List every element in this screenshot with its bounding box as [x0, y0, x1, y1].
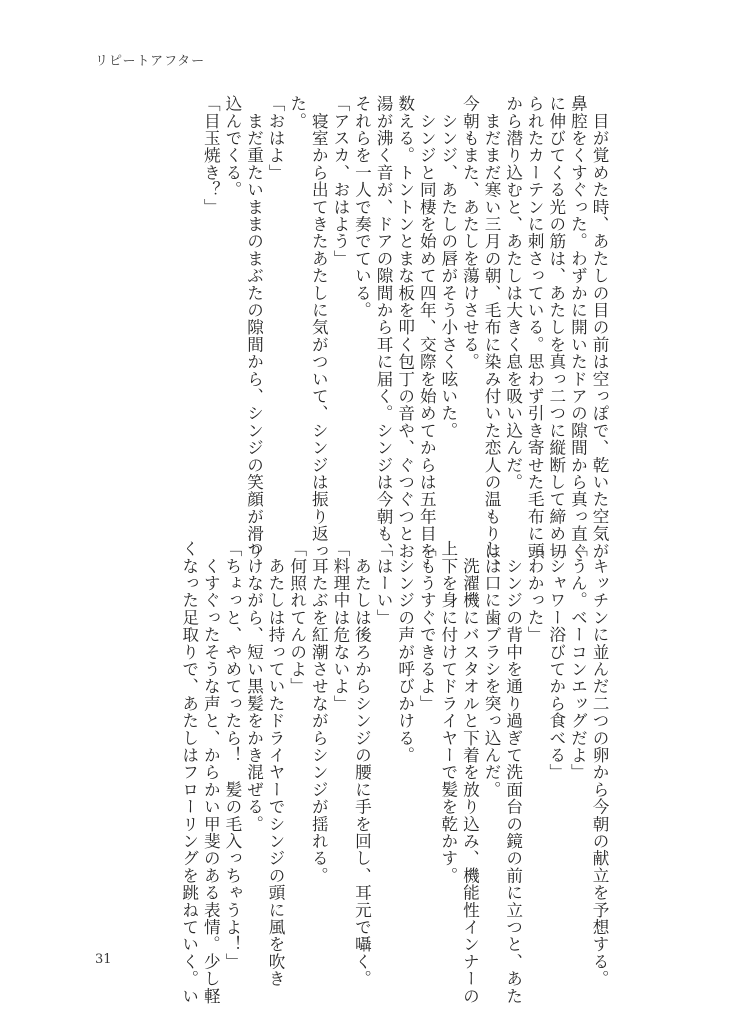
text-line: 数える。トントンとまな板を叩く包丁の音や、ぐつぐつとお: [395, 95, 415, 560]
text-line: シンジの声が呼びかける。: [395, 540, 415, 764]
text-line: つけながら、短い黒髪をかき混ぜる。: [244, 540, 264, 833]
text-line: くすぐったそうな声と、からかい甲斐のある表情。少し軽: [201, 540, 221, 1005]
text-line: キッチンに並んだ二つの卵から今朝の献立を予想する。: [590, 540, 609, 988]
text-line: 今朝もまた、あたしを蕩けさせる。: [460, 95, 480, 371]
text-line: から潜り込むと、あたしは大きく息を吸い込んだ。: [503, 95, 523, 491]
text-line: 「おはよ」: [266, 95, 286, 181]
text-line: 洗濯機にバスタオルと下着を放り込み、機能性インナーの: [460, 540, 480, 1005]
text-line: 耳たぶを紅潮させながらシンジが揺れる。: [309, 540, 329, 884]
text-line: 「目玉焼き？」: [201, 95, 221, 216]
text-line: 「アスカ、おはよう」: [330, 95, 350, 267]
text-line: 「ちょっと、やめてったら！ 髪の毛入っちゃうよ！」: [222, 540, 242, 970]
text-line: シンジと同棲を始めて四年、交際を始めてからは五年目を: [417, 95, 437, 560]
text-line: あたしは後ろからシンジの腰に手を回し、耳元で囁く。: [352, 540, 372, 988]
text-line: 「わかった」: [525, 540, 545, 644]
text-line: シンジの背中を通り過ぎて洗面台の鏡の前に立つと、あた: [503, 540, 523, 1005]
text-line: 湯が沸く音が、ドアの隙間から耳に届く。シンジは今朝も、: [374, 95, 394, 560]
text-line: 寝室から出てきたあたしに気がついて、シンジは振り返っ: [309, 95, 329, 560]
text-line: 「うん。ベーコンエッグだよ」: [568, 540, 588, 781]
text-line: 上下を身に付けてドライヤーで髪を乾かす。: [438, 540, 458, 884]
text-line: 鼻腔をくすぐった。わずかに開いたドアの隙間から真っ直ぐ: [568, 95, 588, 560]
text-line: 「料理中は危ないよ」: [330, 540, 350, 712]
text-line: あたしは持っていたドライヤーでシンジの頭に風を吹き: [266, 540, 286, 988]
page-number: 31: [95, 952, 112, 967]
text-line: それらを一人で奏でている。: [352, 95, 372, 319]
text-line: 込んでくる。: [222, 95, 242, 199]
text-line: まだ重たいままのまぶたの隙間から、シンジの笑顔が滑り: [244, 95, 264, 560]
text-line: 「もうすぐできるよ」: [417, 540, 437, 712]
text-line: 「何照れてんのよ」: [287, 540, 307, 695]
text-line: まだまだ寒い三月の朝、毛布に染み付いた恋人の温もりは、: [482, 95, 502, 577]
text-line: られたカーテンに刺さっている。思わず引き寄せた毛布に頭: [525, 95, 545, 560]
text-line: 目が覚めた時、あたしの目の前は空っぽで、乾いた空気が: [590, 95, 609, 560]
text-line: た。: [287, 95, 307, 130]
text-line: 「はーい」: [374, 540, 394, 626]
running-title: リピートアフター: [95, 54, 206, 69]
text-line: シンジ、あたしの唇がそう小さく呟いた。: [438, 95, 458, 439]
text-line: しは口に歯ブラシを突っ込んだ。: [482, 540, 502, 798]
upper-text-block: [110, 95, 610, 577]
text-line: 「シャワー浴びてから食べる」: [546, 540, 566, 781]
text-line: くなった足取りで、あたしはフローリングを跳ねていく。い: [179, 540, 199, 1005]
lower-text-block: [110, 540, 610, 1005]
text-line: に伸びてくる光の筋は、あたしを真っ二つに縦断して締め切: [546, 95, 566, 560]
